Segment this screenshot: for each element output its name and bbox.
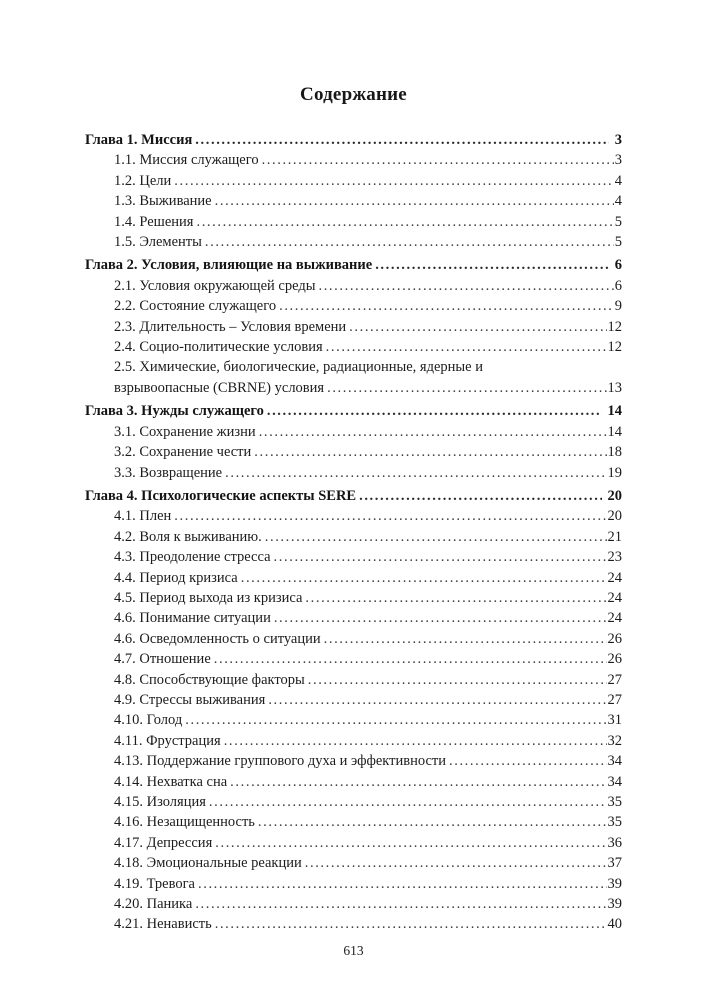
toc-entry — [85, 853, 622, 873]
toc-leader-dots — [205, 232, 614, 252]
toc-page-number: 40 — [607, 916, 622, 933]
toc-entry-label: Глава 2. Условия, влияющие на выживание — [85, 257, 373, 274]
toc-entry — [85, 710, 622, 730]
toc-entry-label: 1.1. Миссия служащего — [114, 152, 259, 169]
toc-entry — [85, 690, 622, 710]
toc-leader-dots — [259, 422, 607, 442]
toc-entry — [85, 191, 622, 211]
toc-list — [85, 130, 622, 935]
toc-entry-label: 4.18. Эмоциональные реакции — [114, 855, 302, 872]
toc-page-number: 14 — [607, 403, 622, 420]
toc-entry-label: 4.2. Воля к выживанию. — [114, 528, 262, 545]
toc-entry — [85, 874, 622, 894]
toc-page-number: 9 — [614, 298, 622, 315]
toc-page-number: 13 — [607, 379, 622, 396]
toc-entry-label: 2.5. Химические, биологические, радиационные, ядерные и — [114, 359, 483, 376]
toc-page-number: 37 — [607, 855, 622, 872]
toc-entry — [85, 255, 622, 275]
toc-page-number: 24 — [607, 589, 622, 606]
toc-page-number: 20 — [607, 508, 622, 525]
toc-leader-dots — [198, 874, 607, 894]
toc-leader-dots — [262, 150, 614, 170]
toc-entry — [85, 442, 622, 462]
toc-entry — [85, 378, 622, 398]
toc-page-number: 35 — [607, 814, 622, 831]
toc-entry — [85, 608, 622, 628]
toc-entry-label: 4.9. Стрессы выживания — [114, 691, 266, 708]
toc-entry — [85, 833, 622, 853]
footer-page-number: 613 — [343, 942, 364, 958]
page-title: Содержание — [300, 84, 407, 105]
toc-leader-dots — [196, 212, 613, 232]
toc-page-number: 6 — [614, 257, 622, 274]
toc-leader-dots — [359, 486, 601, 506]
toc-page-number: 23 — [607, 549, 622, 566]
toc-leader-dots — [215, 833, 606, 853]
toc-leader-dots — [230, 772, 606, 792]
toc-entry-label: 4.8. Способствующие факторы — [114, 671, 305, 688]
toc-entry-label: 1.5. Элементы — [114, 234, 202, 251]
toc-entry — [85, 357, 622, 377]
toc-entry — [85, 894, 622, 914]
toc-entry — [85, 232, 622, 252]
toc-leader-dots — [274, 547, 607, 567]
toc-entry-label: 4.19. Тревога — [114, 875, 195, 892]
toc-entry — [85, 422, 622, 442]
toc-entry — [85, 731, 622, 751]
toc-entry-label: 4.11. Фрустрация — [114, 732, 221, 749]
toc-entry — [85, 401, 622, 421]
toc-leader-dots — [268, 690, 606, 710]
toc-leader-dots — [267, 401, 602, 421]
toc-entry-label: Глава 3. Нужды служащего — [85, 403, 264, 420]
toc-entry — [85, 914, 622, 934]
toc-page-number: 27 — [607, 671, 622, 688]
toc-entry-label: 4.7. Отношение — [114, 651, 211, 668]
toc-leader-dots — [215, 914, 607, 934]
toc-leader-dots — [224, 731, 607, 751]
toc-leader-dots — [254, 442, 606, 462]
toc-leader-dots — [214, 649, 607, 669]
toc-page-number: 24 — [607, 610, 622, 627]
toc-page-number: 36 — [607, 834, 622, 851]
toc-page-number: 35 — [607, 794, 622, 810]
toc-entry-label: 4.21. Ненависть — [114, 916, 212, 933]
toc-leader-dots — [318, 276, 613, 296]
toc-leader-dots — [305, 588, 606, 608]
toc-entry — [85, 276, 622, 296]
toc-leader-dots — [327, 378, 606, 398]
toc-entry-label: 4.5. Период выхода из кризиса — [114, 589, 303, 606]
toc-entry-label: 4.3. Преодоление стресса — [114, 549, 271, 566]
toc-entry-label: 4.1. Плен — [114, 508, 172, 525]
toc-entry — [85, 463, 622, 483]
toc-entry-label: 4.10. Голод — [114, 712, 183, 729]
toc-entry-label: 4.17. Депрессия — [114, 834, 213, 851]
toc-page-number: 4 — [614, 172, 622, 189]
toc-entry — [85, 547, 622, 567]
toc-entry-label: 2.2. Состояние служащего — [114, 298, 277, 315]
toc-entry-label: 2.1. Условия окружающей среды — [114, 277, 316, 294]
toc-page-number: 39 — [607, 875, 622, 892]
toc-page-number: 34 — [607, 753, 622, 770]
toc-leader-dots — [241, 568, 607, 588]
toc-entry-label: 3.2. Сохранение чести — [114, 444, 252, 461]
toc-entry — [85, 588, 622, 608]
toc-page-number: 24 — [607, 569, 622, 586]
toc-leader-dots — [195, 894, 606, 914]
toc-entry — [85, 751, 622, 771]
toc-leader-dots — [185, 710, 606, 730]
toc-entry-label: Глава 4. Психологические аспекты SERE — [85, 487, 357, 504]
toc-entry — [85, 772, 622, 792]
toc-entry — [85, 629, 622, 649]
toc-page-number: 34 — [607, 773, 622, 790]
toc-page-number: 39 — [607, 896, 622, 913]
toc-leader-dots — [375, 255, 609, 275]
toc-leader-dots — [174, 171, 613, 191]
toc-entry — [85, 670, 622, 690]
toc-page-number: 14 — [607, 423, 622, 440]
toc-page-number: 26 — [607, 651, 622, 668]
toc-leader-dots — [305, 853, 607, 873]
toc-entry-label: 4.13. Поддержание группового духа и эффективности — [114, 753, 446, 770]
toc-page-number: 27 — [607, 691, 622, 708]
toc-entry — [85, 171, 622, 191]
toc-leader-dots — [225, 463, 606, 483]
toc-entry — [85, 212, 622, 232]
toc-page-number: 3 — [614, 132, 622, 148]
toc-leader-dots — [279, 296, 614, 316]
toc-page-number: 19 — [607, 464, 622, 481]
toc-leader-dots — [326, 337, 607, 357]
toc-page-number: 21 — [607, 528, 622, 545]
toc-page-number: 31 — [607, 712, 622, 729]
toc-entry-label: 1.3. Выживание — [114, 193, 212, 210]
toc-entry — [85, 130, 622, 150]
toc-leader-dots — [215, 191, 614, 211]
toc-leader-dots — [195, 130, 608, 150]
toc-page-number: 20 — [607, 487, 622, 504]
toc-entry — [85, 568, 622, 588]
toc-entry-label: Глава 1. Миссия — [85, 132, 193, 148]
toc-leader-dots — [308, 670, 607, 690]
toc-entry — [85, 296, 622, 316]
toc-entry-label: 4.20. Паника — [114, 896, 193, 913]
toc-entry-label: 3.3. Возвращение — [114, 464, 223, 481]
toc-entry — [85, 150, 622, 170]
toc-entry-label: 1.4. Решения — [114, 213, 194, 230]
toc-entry-label: взрывоопасные (CBRNE) условия — [114, 379, 325, 396]
toc-entry — [85, 486, 622, 506]
toc-entry-label: 4.14. Нехватка сна — [114, 773, 228, 790]
toc-page-number: 32 — [607, 732, 622, 749]
toc-entry-label: 3.1. Сохранение жизни — [114, 423, 256, 440]
toc-page-number: 6 — [614, 277, 622, 294]
toc-leader-dots — [349, 317, 606, 337]
toc-page-number: 5 — [614, 213, 622, 230]
toc-entry-label: 4.6. Осведомленность о ситуации — [114, 630, 321, 647]
toc-page-number: 4 — [614, 193, 622, 210]
toc-entry — [85, 527, 622, 547]
toc-entry — [85, 337, 622, 357]
toc-entry — [85, 649, 622, 669]
toc-page-number: 12 — [607, 339, 622, 356]
toc-page-number: 12 — [607, 318, 622, 335]
toc-leader-dots — [258, 812, 607, 832]
toc-entry-label: 4.6. Понимание ситуации — [114, 610, 271, 627]
toc-leader-dots — [324, 629, 607, 649]
toc-leader-dots — [274, 608, 607, 628]
toc-entry-label: 4.15. Изоляция — [114, 794, 206, 810]
toc-leader-dots — [265, 527, 607, 547]
toc-leader-dots — [174, 506, 606, 526]
toc-entry-label: 1.2. Цели — [114, 172, 172, 189]
toc-page-number: 5 — [614, 234, 622, 251]
toc-entry-label: 4.16. Незащищенность — [114, 814, 255, 831]
toc-entry-label: 4.4. Период кризиса — [114, 569, 238, 586]
toc-page-number: 3 — [614, 152, 622, 169]
toc-leader-dots — [209, 792, 607, 812]
toc-entry — [85, 506, 622, 526]
toc-entry — [85, 317, 622, 337]
toc-leader-dots — [449, 751, 607, 771]
toc-page-number: 26 — [607, 630, 622, 647]
toc-entry — [85, 792, 622, 812]
toc-entry-label: 2.3. Длительность – Условия времени — [114, 318, 347, 335]
toc-page-number: 18 — [607, 444, 622, 461]
toc-entry-label: 2.4. Социо-политические условия — [114, 339, 323, 356]
toc-entry — [85, 812, 622, 832]
